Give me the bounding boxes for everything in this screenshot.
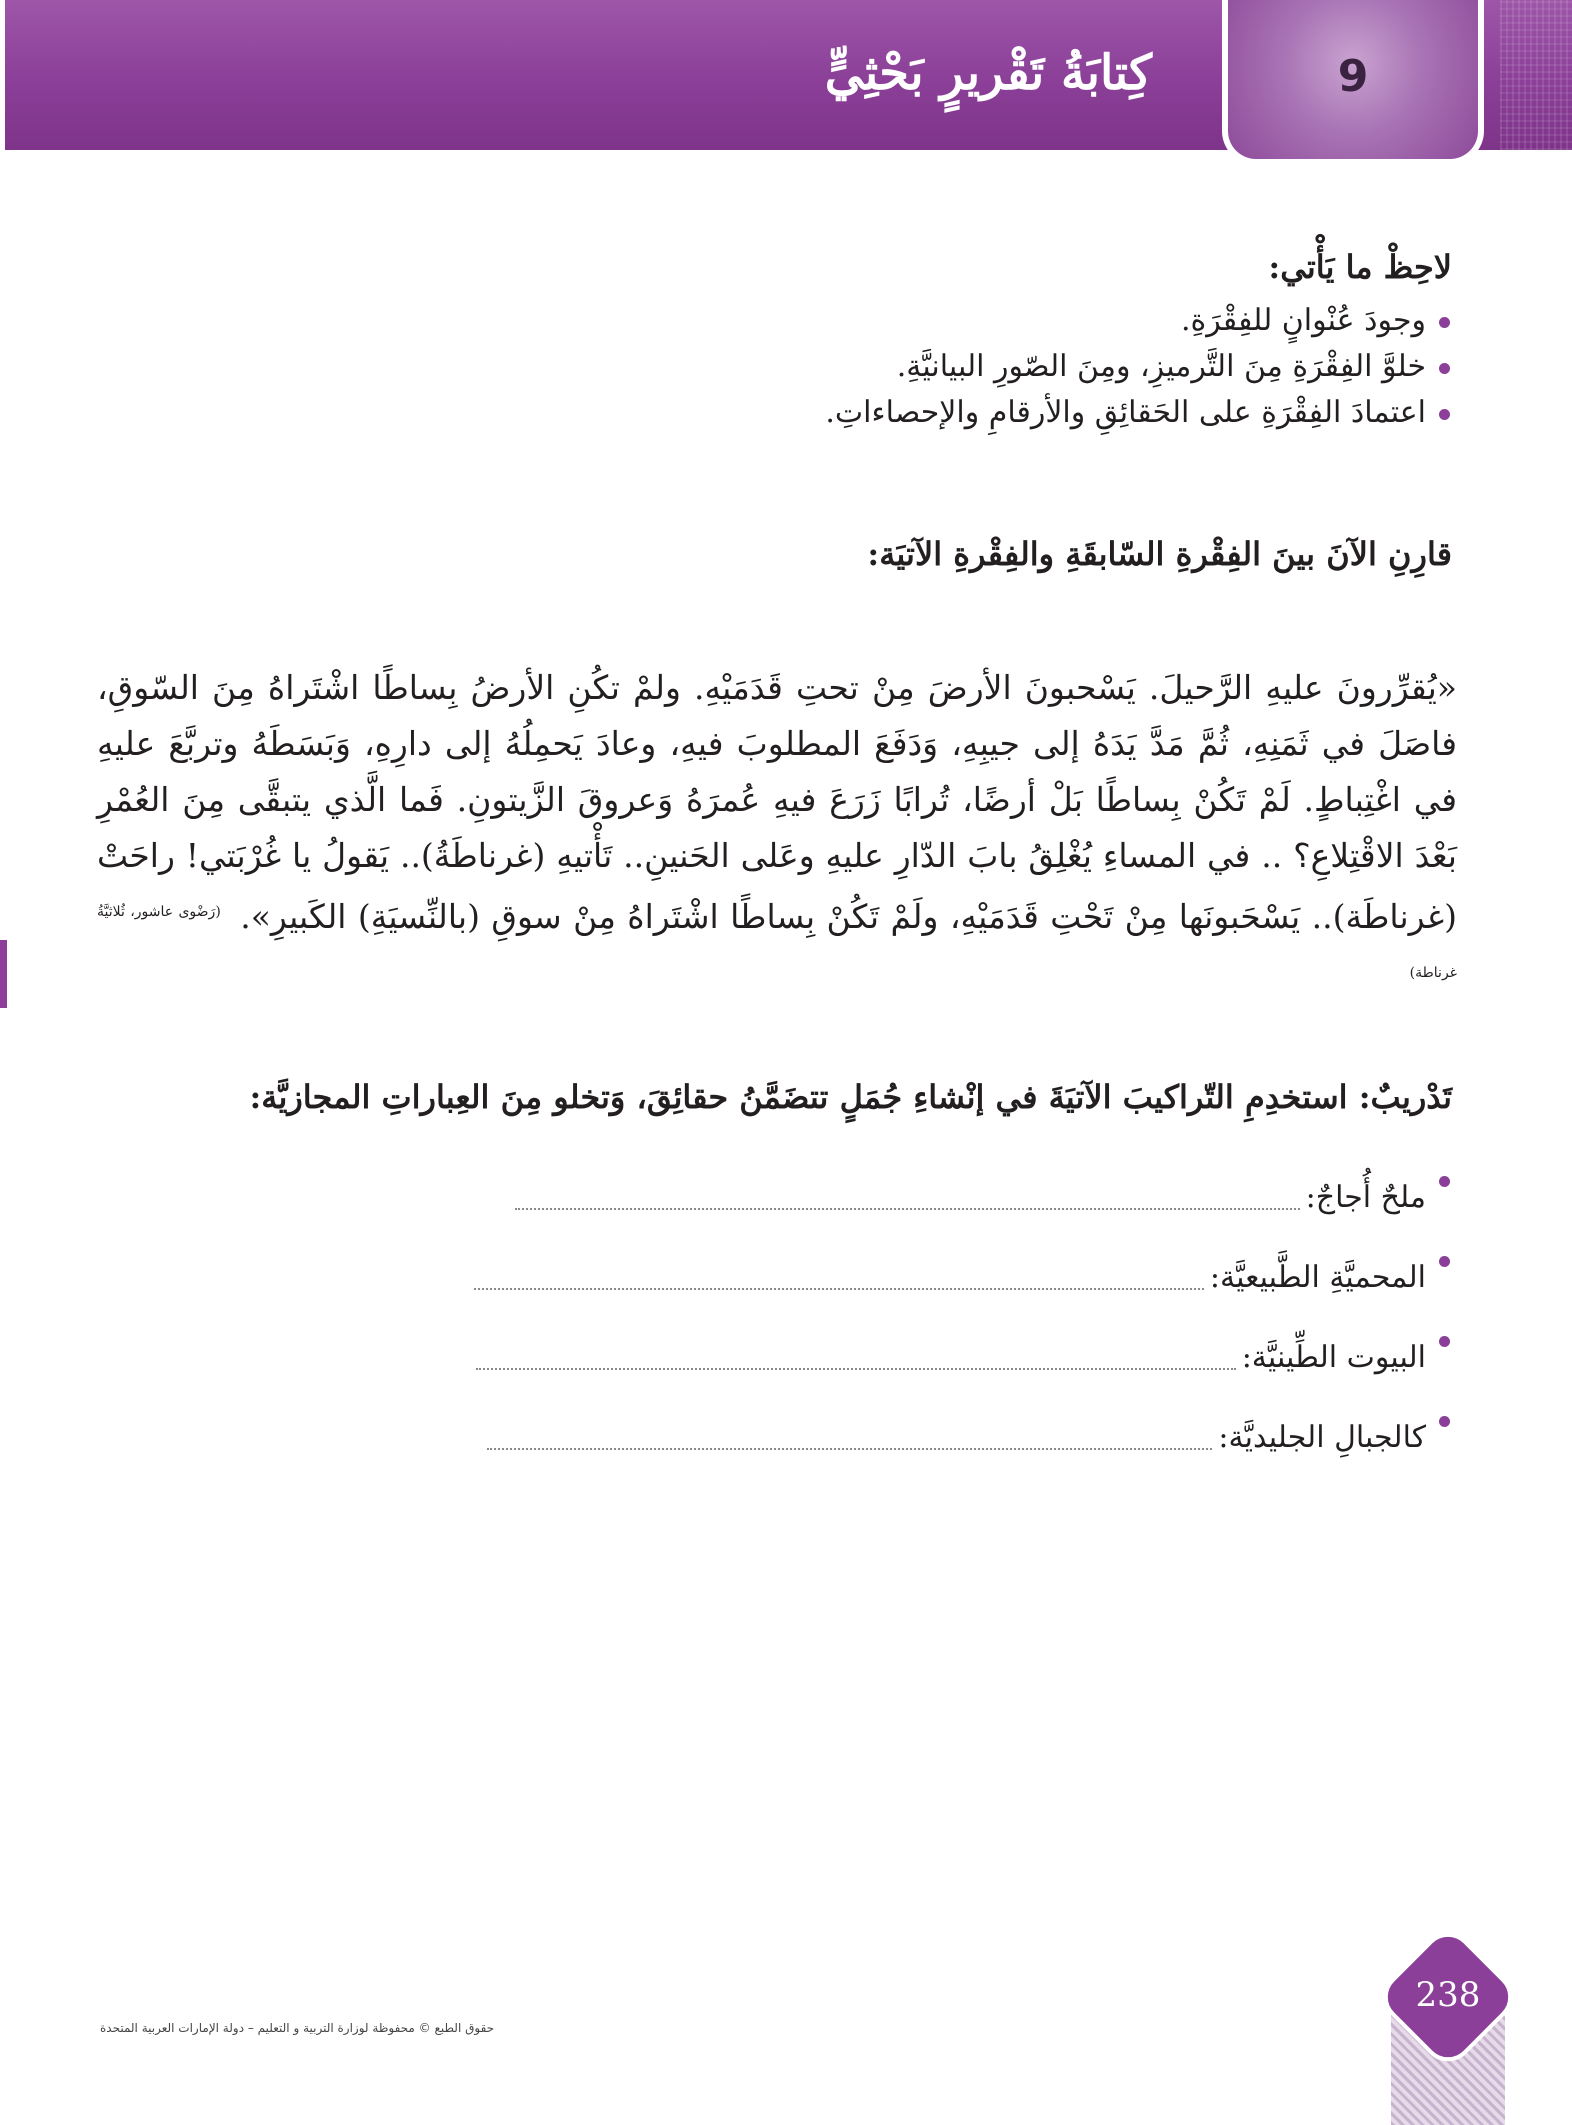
lesson-number: 9 bbox=[1337, 51, 1369, 102]
answer-line[interactable] bbox=[487, 1446, 1212, 1450]
exercise-item bbox=[474, 1398, 1452, 1478]
exercise-item bbox=[474, 1238, 1452, 1318]
lesson-number-tab bbox=[1222, 0, 1484, 165]
compare-heading: قارِنِ الآنَ بينَ الفِقْرةِ السّابقَةِ والفِقْرةِ الآتيَة: bbox=[867, 535, 1452, 573]
answer-line[interactable] bbox=[476, 1366, 1236, 1370]
header-texture bbox=[1500, 0, 1572, 150]
exercise-item bbox=[474, 1318, 1452, 1398]
exercise-heading: تَدْريبٌ: استخدِمِ التّراكيبَ الآتيَةَ في إنْشاءِ جُمَلٍ تتضَمَّنُ حقائِقَ، وَتخلو مِنَ العِباراتِ المجازيَّة: bbox=[249, 1078, 1452, 1116]
notice-item: وجودَ عُنْوانٍ للفِقْرَةِ. bbox=[825, 298, 1452, 344]
notice-list bbox=[825, 298, 1452, 436]
answer-line[interactable] bbox=[474, 1286, 1204, 1290]
notice-heading: لاحِظْ ما يَأْتي: bbox=[1268, 248, 1452, 286]
lesson-title: كِتابَةُ تَقْريرٍ بَحْثِيٍّ bbox=[824, 45, 1152, 101]
margin-marker bbox=[0, 940, 7, 1008]
answer-line[interactable] bbox=[515, 1206, 1300, 1210]
exercise-item-label: كالجبالِ الجليديَّة: bbox=[1218, 1420, 1426, 1455]
passage-text: «يُقرِّرونَ عليهِ الرَّحيلَ. يَسْحبونَ الأرضَ مِنْ تحتِ قَدَمَيْهِ. ولمْ تكُنِ الأرضُ بِساطًا اشْتَراهُ مِنَ السّوقِ، فاصَلَ في ثَمَنِهِ، ثُمَّ مَدَّ يَدَهُ إلى جيبِهِ، وَدَفَعَ المطلوبَ فيهِ، وعادَ يَحمِلُهُ إلى دارِهِ، وَبَسَطَهُ وتربَّعَ عليهِ في اغْتِباطٍ. لَمْ تَكُنْ بِساطًا بَلْ أرضًا، تُرابًا زَرَعَ فيهِ عُمرَهُ وَعروقَ الزَّيتونِ. فَما الَّذي يتبقَّى مِنَ العُمْرِ بَعْدَ الاقْتِلاعِ؟ .. في المساءِ يُغْلِقُ بابَ الدّارِ عليهِ وعَلى الحَنينِ.. تَأْتيهِ (غرناطَةُ).. يَقولُ يا غُرْبَتي! راحَتْ (غرناطَة).. يَسْحَبونَها مِنْ تَحْتِ قَدَمَيْهِ، ولَمْ تَكُنْ بِساطًا اشْتَراهُ مِنْ سوقِ (بالنِّسيَةِ) الكَبيرِ». bbox=[97, 668, 1457, 936]
copyright-footer: حقوق الطبع © محفوظة لوزارة التربية و التعليم – دولة الإمارات العربية المتحدة bbox=[100, 2021, 495, 2035]
notice-item: خلوَّ الفِقْرَةِ مِنَ التَّرميزِ، ومِنَ الصّورِ البيانيَّةِ. bbox=[825, 344, 1452, 390]
page-number: 238 bbox=[1415, 1975, 1481, 2015]
page-number-badge bbox=[1373, 1940, 1523, 2125]
notice-item: اعتمادَ الفِقْرَةِ على الحَقائِقِ والأرقامِ والإحصاءاتِ. bbox=[825, 390, 1452, 436]
exercise-item-label: المحميَّةِ الطَّبيعيَّة: bbox=[1209, 1260, 1426, 1295]
quoted-passage bbox=[97, 660, 1457, 1006]
exercise-item-label: البيوت الطِّينيَّة: bbox=[1241, 1340, 1426, 1375]
passage-citation: (رَضْوى عاشور، ثُلاثيَّةُ غرناطة) bbox=[97, 904, 1457, 981]
exercise-list bbox=[474, 1158, 1452, 1478]
exercise-item bbox=[474, 1158, 1452, 1238]
exercise-item-label: ملحٌ أُجاجٌ: bbox=[1305, 1180, 1426, 1215]
